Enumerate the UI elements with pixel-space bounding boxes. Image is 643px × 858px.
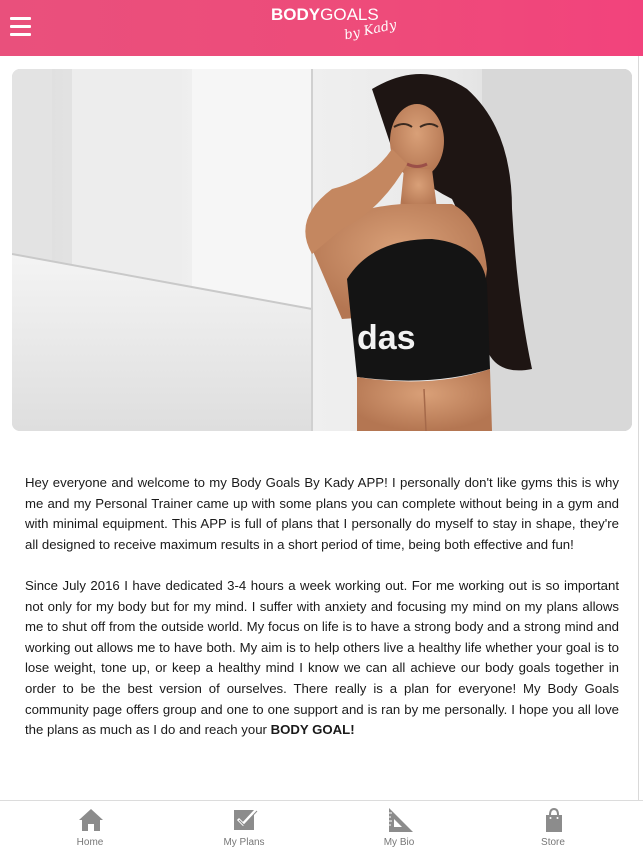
story-paragraph-text: Since July 2016 I have dedicated 3-4 hours a week working out. For me working out is so important not only for my body but for my mind. I suffer with anxiety and focusing my mind on my plans allows me to shut off from the outside world. My focus on life is to have a strong body and a strong mind and working out allows me to have both. My aim is to help others live a healthy life whether your goal is to lose weight, tone up, or keep a healthy mind I know we can all achieve our body goals together in order to be the best version of ourselves. There really is a plan for everyone! My Body Goals community page offers group and one to one support and is ran by me personally. I hope you all love the plans as much as I do and reach your xyxy=(25,577,619,738)
home-icon xyxy=(78,807,104,833)
app-header xyxy=(0,0,643,56)
story-paragraph-bold: BODY GOAL! xyxy=(270,722,355,738)
tab-store-label: Store xyxy=(541,837,565,848)
photo-icon xyxy=(12,69,632,431)
tab-store[interactable] xyxy=(503,801,603,858)
logo-script-text: by Kady xyxy=(343,17,398,44)
logo-text-body: BODY xyxy=(271,5,321,24)
app-logo xyxy=(268,5,408,49)
bottom-tab-bar xyxy=(0,800,643,858)
shopping-bag-icon xyxy=(541,807,567,833)
scroll-divider xyxy=(638,56,639,801)
tab-my-plans[interactable] xyxy=(194,801,294,858)
hero-photo xyxy=(12,69,632,431)
tab-home[interactable] xyxy=(40,801,140,858)
bio-text xyxy=(25,473,619,761)
story-paragraph xyxy=(25,576,619,741)
checkbox-icon xyxy=(232,807,258,833)
intro-paragraph: Hey everyone and welcome to my Body Goals By Kady APP! I personally don't like gyms this is why me and my Personal Trainer came up with some plans you can complete without being in a gym and with minimal equipment. This APP is full of plans that I personally do myself to stay in shape, they're all designed to receive maximum results in a short period of time, being both effective and fun! xyxy=(25,475,619,552)
tab-my-bio-label: My Bio xyxy=(383,837,415,848)
ruler-triangle-icon xyxy=(387,807,413,833)
hamburger-menu-icon[interactable] xyxy=(10,15,32,37)
tab-my-bio[interactable] xyxy=(349,801,449,858)
logo-text-goals: GOALS xyxy=(320,5,379,24)
tab-home-label: Home xyxy=(76,837,104,848)
tab-my-plans-label: My Plans xyxy=(223,837,265,848)
shirt-brand-text: das xyxy=(357,319,416,357)
